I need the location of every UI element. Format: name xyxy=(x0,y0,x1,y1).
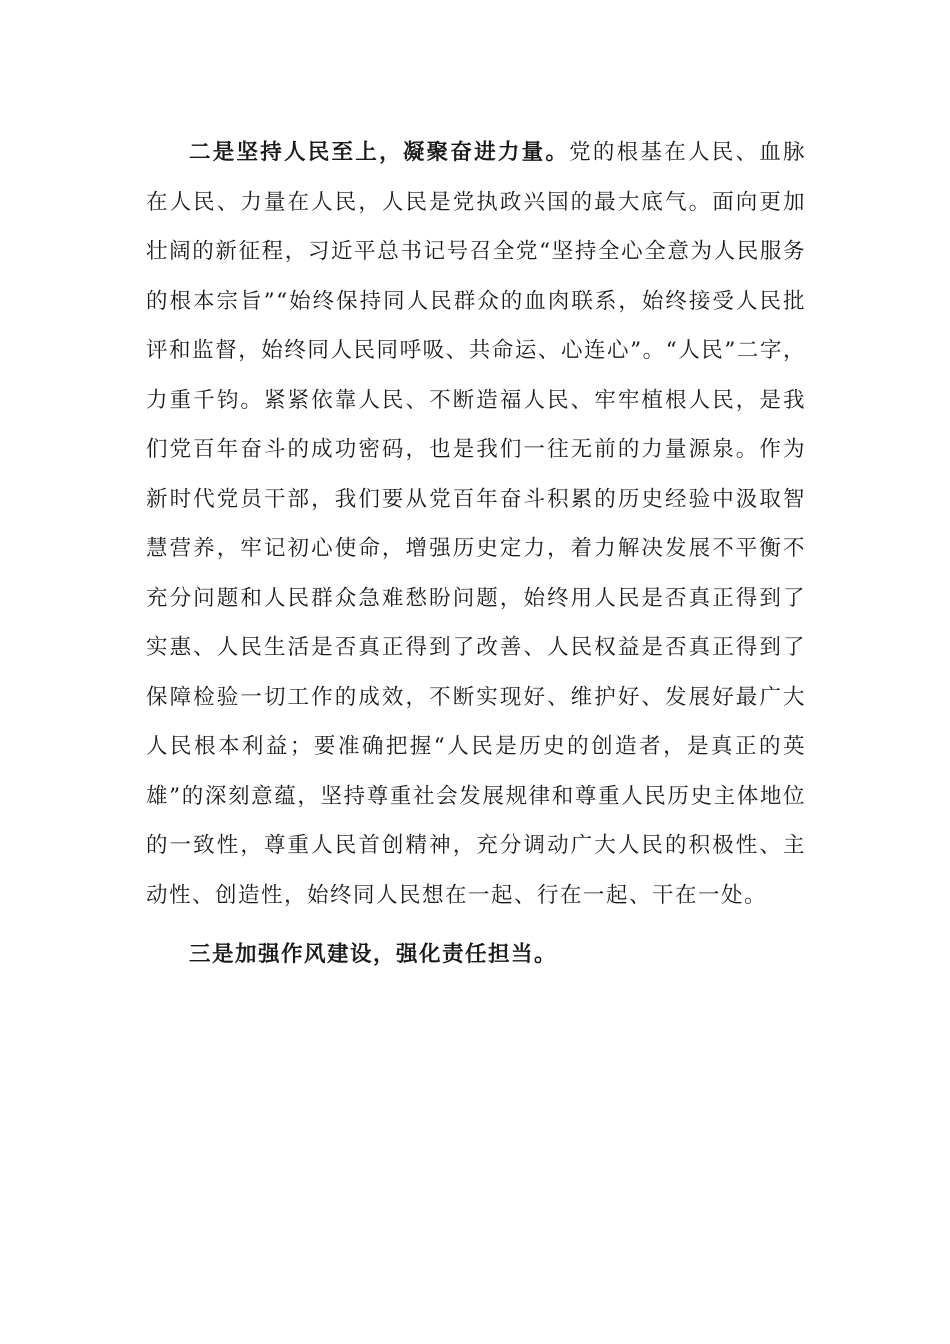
paragraph-heading: 二是坚持人民至上，凝聚奋进力量。 xyxy=(189,140,570,165)
paragraph-body: 党的根基在人民、血脉在人民、力量在人民，人民是党执政兴国的最大底气。面向更加壮阔的新征程，习近平总书记号召全党“坚持全心全意为人民服务的根本宗旨”“始终保持同人民群众的血肉联系，始终接受人民批评和监督，始终同人民同呼吸、共命运、心连心”。“人民”二字，力重千钧。紧紧依靠人民、不断造福人民、牢牢植根人民，是我们党百年奋斗的成功密码，也是我们一往无前的力量源泉。作为新时代党员干部，我们要从党百年奋斗积累的历史经验中汲取智慧营养，牢记初心使命，增强历史定力，着力解决发展不平衡不充分问题和人民群众急难愁盼问题，始终用人民是否真正得到了实惠、人民生活是否真正得到了改善、人民权益是否真正得到了保障检验一切工作的成效，不断实现好、维护好、发展好最广大人民根本利益；要准确把握“人民是历史的创造者，是真正的英雄”的深刻意蕴，坚持尊重社会发展规律和尊重人民历史主体地位的一致性，尊重人民首创精神，充分调动广大人民的积极性、主动性、创造性，始终同人民想在一起、行在一起、干在一处。 xyxy=(146,140,806,908)
paragraph-heading: 三是加强作风建设，强化责任担当。 xyxy=(189,942,558,967)
paragraph-people-first xyxy=(146,128,806,920)
paragraph-work-style xyxy=(146,930,806,980)
document-body xyxy=(146,128,806,980)
